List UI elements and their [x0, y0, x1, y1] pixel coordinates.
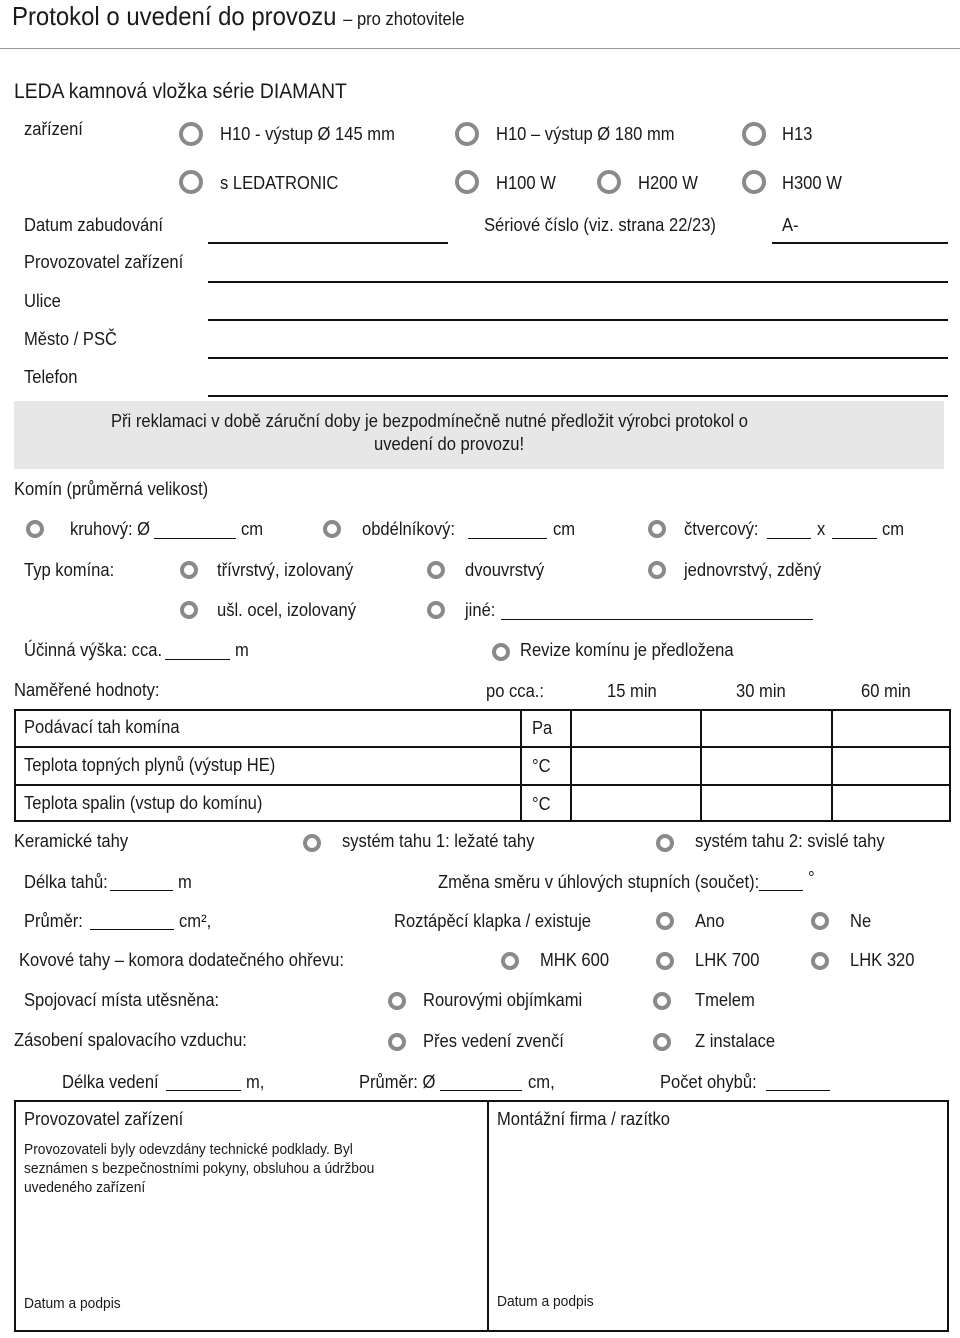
pipe-length-label: Délka vedení [62, 1072, 159, 1092]
table-row-label: Podávací tah komína [24, 717, 180, 737]
option-h10-180: H10 – výstup Ø 180 mm [496, 124, 675, 144]
rect-field[interactable] [468, 538, 547, 539]
system2-label: systém tahu 2: svislé tahy [695, 831, 885, 851]
square-unit: cm [882, 519, 905, 539]
other-field[interactable] [501, 619, 813, 620]
pipe-diameter-label: Průměr: Ø [359, 1072, 436, 1092]
street-field[interactable] [208, 319, 948, 321]
table-col-divider [520, 709, 522, 822]
degree-unit: ° [808, 868, 815, 888]
table-row-unit: Pa [532, 718, 553, 738]
radio-other[interactable] [427, 601, 445, 619]
street-label: Ulice [24, 291, 61, 311]
operator-sign-text: Provozovateli byly odevzdány technické podklady. Byl [24, 1141, 353, 1158]
table-row-divider [14, 746, 951, 748]
direction-label: Změna směru v úhlových stupních (součet): [438, 872, 760, 892]
radio-lhk320[interactable] [811, 952, 829, 970]
radio-h200w[interactable] [597, 170, 621, 194]
square-x: x [817, 519, 826, 539]
flue-length-label: Délka tahů: [24, 872, 108, 892]
radio-h13[interactable] [742, 122, 766, 146]
notice-box [14, 401, 944, 469]
rect-label: obdélníkový: [362, 519, 455, 539]
pipe-length-field[interactable] [166, 1090, 241, 1091]
diameter-label: Průměr: [24, 911, 83, 931]
joints-label: Spojovací místa utěsněna: [24, 990, 220, 1010]
flap-no: Ne [850, 911, 872, 931]
diameter-unit: cm², [179, 911, 212, 931]
chimney-type-label: Typ komína: [24, 560, 115, 580]
radio-h100w[interactable] [455, 170, 479, 194]
operator-field[interactable] [208, 281, 948, 283]
radio-air-outside[interactable] [388, 1033, 406, 1051]
option-ledatronic: s LEDATRONIC [220, 173, 339, 193]
page-subtitle: – pro zhotovitele [343, 9, 465, 29]
install-date-label: Datum zabudování [24, 215, 164, 235]
company-sign-title: Montážní firma / razítko [497, 1109, 671, 1129]
bends-label: Počet ohybů: [660, 1072, 757, 1092]
metal-title: Kovové tahy – komora dodatečného ohřevu: [19, 950, 344, 970]
pipe-length-unit: m, [246, 1072, 265, 1092]
city-field[interactable] [208, 357, 948, 359]
radio-round[interactable] [26, 520, 44, 538]
air-title: Zásobení spalovacího vzduchu: [14, 1030, 247, 1050]
type-other: jiné: [465, 600, 496, 620]
option-h100w: H100 W [496, 173, 556, 193]
measurements-title: Naměřené hodnoty: [14, 680, 160, 700]
type-single-layer: jednovrstvý, zděný [684, 560, 822, 580]
time-15: 15 min [607, 681, 657, 701]
operator-label: Provozovatel zařízení [24, 252, 184, 272]
pipe-diameter-field[interactable] [440, 1090, 522, 1091]
revision-label: Revize komínu je předložena [520, 640, 734, 660]
device-label: zařízení [24, 119, 83, 139]
radio-h10-180[interactable] [455, 122, 479, 146]
city-label: Město / PSČ [24, 329, 117, 349]
table-col-divider [700, 709, 702, 822]
joint-clamps: Rourovými objímkami [423, 990, 583, 1010]
option-h10-145: H10 - výstup Ø 145 mm [220, 124, 395, 144]
radio-flap-yes[interactable] [656, 912, 674, 930]
radio-air-room[interactable] [653, 1033, 671, 1051]
company-date-sign: Datum a podpis [497, 1293, 594, 1310]
operator-date-sign: Datum a podpis [24, 1295, 121, 1312]
radio-steel[interactable] [180, 601, 198, 619]
height-unit: m [235, 640, 249, 660]
diameter-field[interactable] [90, 929, 174, 930]
air-room: Z instalace [695, 1031, 776, 1051]
option-h200w: H200 W [638, 173, 698, 193]
notice-line1: Při reklamaci v době záruční doby je bezpodmínečně nutné předložit výrobci protokol o [111, 411, 748, 431]
operator-sign-text: seznámen s bezpečnostními pokyny, obsluhou a údržbou [24, 1160, 375, 1177]
option-h300w: H300 W [782, 173, 842, 193]
table-row-unit: °C [532, 756, 551, 776]
approx-label: po cca.: [486, 681, 545, 701]
bends-field[interactable] [766, 1090, 830, 1091]
product-name: LEDA kamnová vložka série DIAMANT [14, 80, 347, 103]
serial-field[interactable] [772, 242, 948, 244]
type-steel: ušl. ocel, izolovaný [217, 600, 356, 620]
radio-joint-clamps[interactable] [388, 992, 406, 1010]
table-row-label: Teplota topných plynů (výstup HE) [24, 755, 276, 775]
rect-unit: cm [553, 519, 576, 539]
flap-label: Roztápěcí klapka / existuje [394, 911, 591, 931]
time-60: 60 min [861, 681, 911, 701]
serial-prefix: A- [782, 215, 799, 235]
table-col-divider [831, 709, 833, 822]
table-row-unit: °C [532, 794, 551, 814]
radio-joint-putty[interactable] [653, 992, 671, 1010]
phone-field[interactable] [208, 395, 948, 397]
operator-sign-text: uvedeného zařízení [24, 1179, 146, 1196]
square-field-a[interactable] [767, 538, 811, 539]
radio-two-layer[interactable] [427, 561, 445, 579]
chimney-title: Komín (průměrná velikost) [14, 479, 209, 499]
radio-square[interactable] [648, 520, 666, 538]
radio-system1[interactable] [303, 834, 321, 852]
radio-system2[interactable] [656, 834, 674, 852]
height-label: Účinná výška: cca. [24, 640, 163, 660]
checkbox-revision[interactable] [492, 643, 510, 661]
type-three-layer: třívrstvý, izolovaný [217, 560, 354, 580]
direction-field[interactable] [759, 890, 803, 891]
time-30: 30 min [736, 681, 786, 701]
joint-putty: Tmelem [695, 990, 755, 1010]
radio-three-layer[interactable] [180, 561, 198, 579]
phone-label: Telefon [24, 367, 78, 387]
type-two-layer: dvouvrstvý [465, 560, 545, 580]
lhk700-label: LHK 700 [695, 950, 760, 970]
option-h13: H13 [782, 124, 813, 144]
flap-yes: Ano [695, 911, 725, 931]
radio-single-layer[interactable] [648, 561, 666, 579]
operator-sign-title: Provozovatel zařízení [24, 1109, 184, 1129]
flue-length-unit: m [178, 872, 192, 892]
round-field[interactable] [154, 538, 236, 539]
radio-mhk600[interactable] [501, 952, 519, 970]
table-row-label: Teplota spalin (vstup do komínu) [24, 793, 263, 813]
system1-label: systém tahu 1: ležaté tahy [342, 831, 535, 851]
air-outside: Přes vedení zvenčí [423, 1031, 564, 1051]
radio-ledatronic[interactable] [179, 170, 203, 194]
radio-h10-145[interactable] [179, 122, 203, 146]
install-date-field[interactable] [208, 242, 448, 244]
radio-lhk700[interactable] [656, 952, 674, 970]
table-col-divider [570, 709, 572, 822]
mhk600-label: MHK 600 [540, 950, 610, 970]
header-divider [0, 48, 960, 49]
notice-line2: uvedení do provozu! [374, 434, 525, 454]
flue-length-field[interactable] [110, 890, 173, 891]
radio-flap-no[interactable] [811, 912, 829, 930]
radio-rect[interactable] [323, 520, 341, 538]
round-unit: cm [241, 519, 264, 539]
page-title: Protokol o uvedení do provozu – pro zhotovitele [12, 1, 465, 31]
serial-label: Sériové číslo (viz. strana 22/23) [484, 215, 716, 235]
table-row-divider [14, 784, 951, 786]
pipe-diameter-unit: cm, [528, 1072, 555, 1092]
ceramic-title: Keramické tahy [14, 831, 129, 851]
round-label: kruhový: Ø [70, 519, 151, 539]
radio-h300w[interactable] [742, 170, 766, 194]
lhk320-label: LHK 320 [850, 950, 915, 970]
square-field-b[interactable] [832, 538, 877, 539]
square-label: čtvercový: [684, 519, 759, 539]
height-field[interactable] [165, 659, 230, 660]
